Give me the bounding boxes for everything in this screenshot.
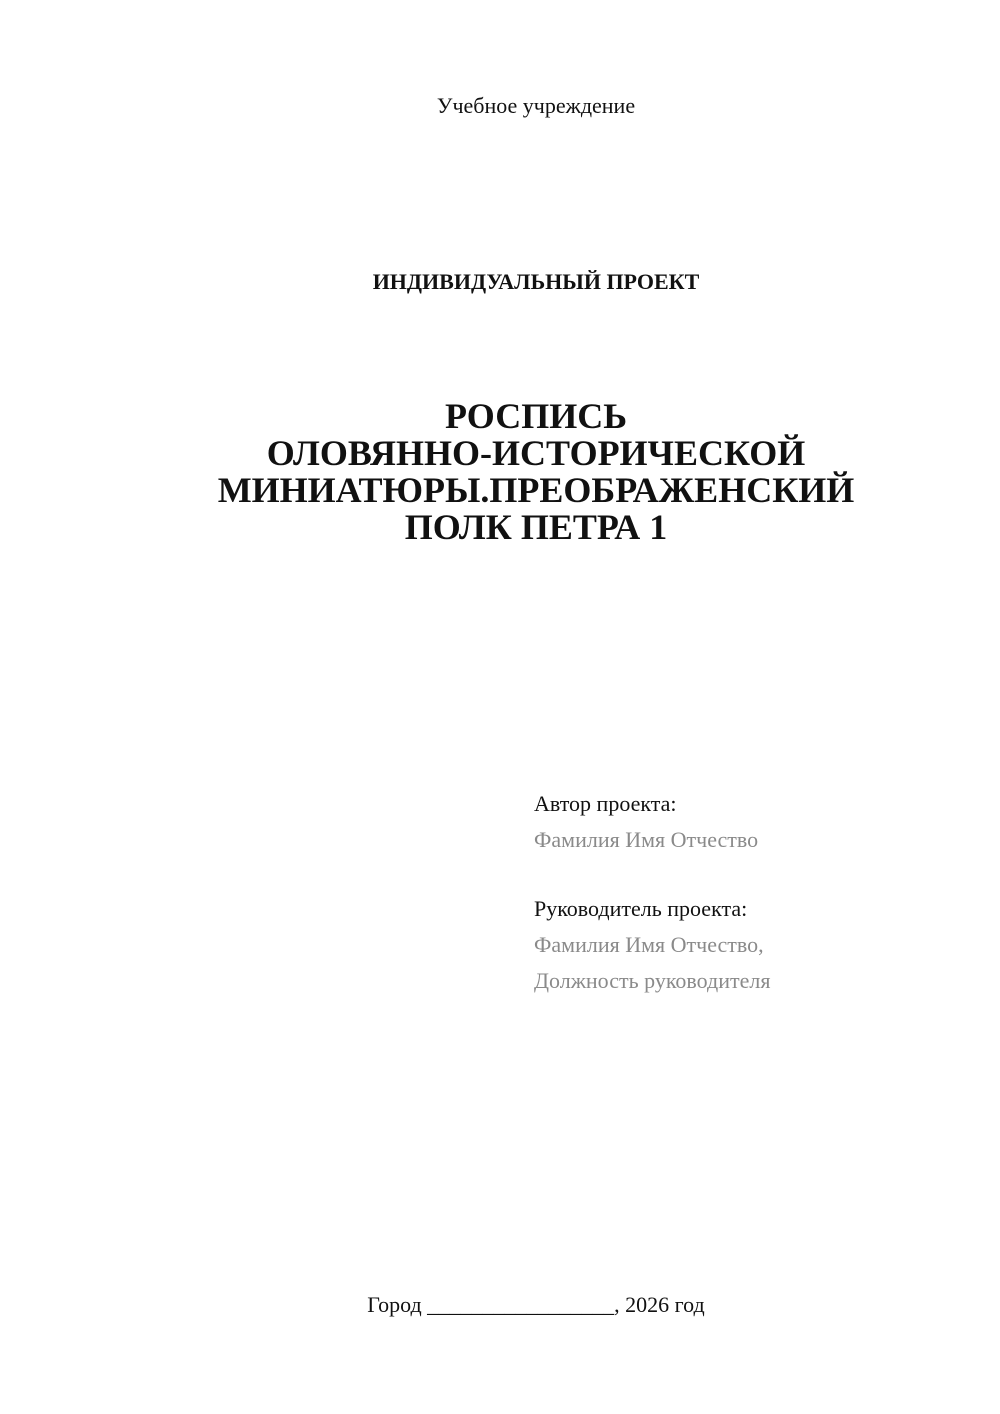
supervisor-position: Должность руководителя	[534, 968, 771, 993]
author-block	[534, 786, 974, 858]
title-line: ПОЛК ПЕТРА 1	[404, 507, 668, 547]
author-label: Автор проекта:	[534, 791, 677, 816]
project-title	[0, 398, 1000, 546]
title-line: РОСПИСЬ	[444, 396, 628, 436]
city-year-line: Город _________________, 2026 год	[367, 1292, 705, 1317]
document-type: ИНДИВИДУАЛЬНЫЙ ПРОЕКТ	[372, 269, 700, 294]
title-line: ОЛОВЯННО-ИСТОРИЧЕСКОЙ	[266, 433, 806, 473]
title-line: МИНИАТЮРЫ.ПРЕОБРАЖЕНСКИЙ	[217, 470, 855, 510]
supervisor-label: Руководитель проекта:	[534, 896, 748, 921]
supervisor-name: Фамилия Имя Отчество,	[534, 932, 764, 957]
supervisor-block	[534, 891, 974, 999]
institution-name: Учебное учреждение	[436, 93, 636, 118]
author-name: Фамилия Имя Отчество	[534, 827, 759, 852]
